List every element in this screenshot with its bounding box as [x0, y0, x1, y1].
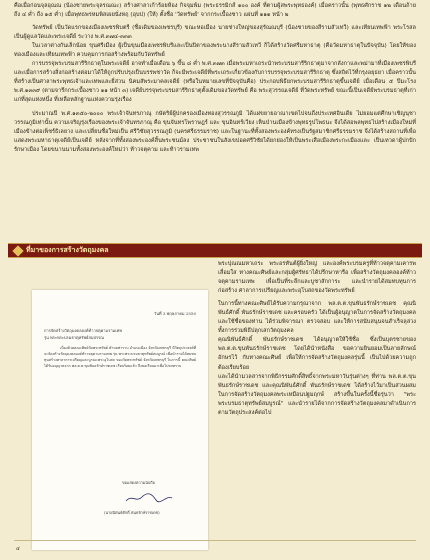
paragraph-1: คือเมื่อก่อนจุลอุณณ (น้องชายพระจุลรณณะ) สร้างศาลาเก้าร้อยห้อง กิจจุมพ้ม (พระธรรมิกส์ ๑๐๐ องค์ ที่ตามผู้สพระพุทธองค์) เมื่อคราวนั้น (พุทธศักราช ๑๒ เดือนถ้าย ถึง ๔ ค่ำ ถึง ๑๕ ค่ำ) เมื่อพุทธพรหมพิสเผยนั่งหฤ (อุบป) (ให้) ตั้งชื่อ 'วัดทรัพย์' จากกระเบื้องชาว แผ่นที่ ๑๑๑ หน้า ๒	[14, 3, 416, 19]
page-number: ๔	[16, 546, 20, 552]
paragraph-3: ในเวลาต่างกันเล็กน้อย ขุนศรีเมือง ผู้เป็นขุนเมืองเพชรพิบรีและเป็นปิตาของพระนางสีรามสัวเทวี ก็ได้สร้างวัดศรีมหาธาตุ (คือวัดมหาธาตุในปัจจุบัน) โดยให้ของทองเมืองและเทียนเทพฟ้า ควบคุมการก่อสร้างพร้อมกับวัดทรัพย์	[14, 43, 416, 59]
signature-icon	[124, 492, 174, 504]
side-paragraph-2: ในการนี้ทางคณะศิษย์ได้รับความกรุณาจาก พล.ต.ต.ขุนพันธรักษ์ราชเดช คุณนิพันธ์ศักดิ์ พันธรักษ์ราชเดช และครอบครัว ได้เป็นผู้อนุญาตในการจัดสร้างวัตถุมงคลและใช้ชื่อของท่าน ได้ร่วมพิจารณา ตรวจสอบ และให้การสนับสนุนจนสำเร็จลุล่วง ทั้งการร่วมพิธีปลุกเสกวัตถุมงคล	[218, 301, 416, 335]
letter-date: วันที่ 3 พฤษภาคม 2550	[153, 311, 196, 316]
paragraph-2: วัดทรัพย์ เป็นวัดแรกของเมืองเพชรพิบตรี (ชื่อเดิมของเพชรบุรี) ขณะหอเมือง นายช่างใหญ่ของสุรัณณบุรี (น้องชายของสีรามสัวเทวี) และเทียนเทพฟ้า พระโรสล เป็นผู้ดูแลวัดและพระเจดีย์ ระวาง พ.ศ.๓๗๔-๓๓๓	[14, 25, 416, 41]
letter-signer: (นายนิพันธ์ศักดิ์ พันธรักษ์ราชเดช)	[104, 510, 160, 515]
diamond-bullet-icon	[12, 245, 23, 256]
letter-subject: การจัดสร้างวัตถุมงคลองค์ท้าวจตุคามรามเทพ	[44, 328, 122, 333]
section-title: ที่มาของการสร้างวัตถุมงคล	[26, 246, 109, 254]
main-article-text	[14, 2, 416, 155]
permission-letter-image	[32, 290, 208, 550]
paragraph-5: ประมาณปี พ.ศ.๑๓๕๐-๒๐๐๐ พระเจ้าจันทรภาณุ กษัตริย์ผู้ปกครองเมืองทองสุวรรณภูมิ ได้แผ่ขยายอาณาเขตไปจนถึงประเทศอินเดีย ไม่ยอมแต่ศึกษาเชิญนุชาวรรณภูมิเท่านั้น ความเจริญรุ่งเรืองของพระเจ้าจันทรภาณุ คือ ขุนจันทรโพราษฎร์ และ ขุนอินทร์เวียง เห็นป่านเมืองข้างพุทธรูปโพธนะ จึงได้สอพลพุทธไปสร้างเมืองใหม่ที่เมืองข้างต่อเพ็ชร์ธิเลยาง และเปลี่ยนชื่อใหม่เป็น ศรีวิชัยสุวรรณภูมิ (นครศรีธรรมราช) และในฐานะที่ทั้งสองพระองค์ทรงเป็นรัฐสมาชิกศรีธรรมราช จึงได้สร้างสถานที่เพื่อแสดงพระมหาธาตุเจดีย์เป็นเจดีย์ หลังจากที่ทั้งสองพระองค์สิ้นพระชนม์ลง ประชาชนในสังเขปอดศรีวิชัยได้ยกย่องให้เป็นพระเสือเมืองพระกะเมืองและ เป็นเทวดาผู้ปกปักรักษาเมือง โดยขนานนามทั้งสองพระองค์ใหม่ว่า ท้าวจตุคาม และท้าวรามเทพ	[14, 110, 416, 153]
side-column-text	[218, 260, 416, 418]
letter-recipient: รุ่น พระพระบรมธาตุทรัพย์สมปรรณ	[44, 335, 105, 340]
side-paragraph-3: คุณนิพันธ์ศักดิ์ พันธรักษ์ราชเดช ได้อนุญาตให้ใช้ชื่อ ซึ่งเป็นบุตรชายของ พล.ต.ต.ขุนพันธรักษ์ราชเดช โดยได้นำหนังสือ ขอความยินยอมเป็นลายลักษณ์อักษรไว้ กับทางคณะศิษย์ เพื่อให้การจัดสร้างวัตถุมงคลรุ่นนี้ เป็นไปด้วยความถูกต้องเรียบร้อย	[218, 337, 416, 371]
side-paragraph-4: และได้นำมวลสารจากพิธีกรรมศักดิ์สิทธิ์จากพระมหาวันรุ่นต่างๆ ที่ท่าน พล.ต.ต.ขุนพันธรักษ์ราชเดช และคุณนิพันธ์ศักดิ์ พันธรักษ์ราชเดช ได้สร้างไว้มาเป็นส่วนผสมในการจัดสร้างวัตถุมงคลพระเหมือนปฐมฤกษ์ สร้างขึ้นในครั้งนี้ชื่อรุ่นว่า "พระพระบรมธาตุทรัพย์สมบูรณ์" และนำรายได้จากการจัดสร้างวัตถุมงคลมาดำเนินการตามวัตถุประสงค์ต่อไป	[218, 373, 416, 416]
side-paragraph-1: พระปุณณมหาเถระ พระอรหันต์ผู้ยิ่งใหญ่ และองค์พระบรมครูที่ท้าวจตุคามเคารพเลื่อมใส ทางคณะศิษย์และกลุ่มผู้ศรัทธาได้ปรึกษาหารือ เพื่อสร้างวัตถุมงคลองค์ท้าวจตุคามรามเทพ เพื่อเป็นที่ระลึกและบูชาสักการะ และนำรายได้สมทบทุนการก่อสร้าง ศาลาการเปรียญและพระอุโบสถของวัดพระทรัพย์	[218, 261, 416, 295]
paragraph-4: การบรรจุพระบรมสารีริกธาตุในพระเจดีย์ อาจทำเมื่อเดือน ๖ ขึ้น ๘ ค่ำ พ.ศ.๓๗๓ เมื่อพระมหาเถระนำพระบรมสารีริกธาตุมาจากลังกาและพม่ามาที่เมืองเพชรพิบรี และเมื่อการสร้างสิ่งก่อสร้างต่อมาได้ให้ถูกปรับปรุงเป็นบรรพชาวัด ก็จะมีพระเจดีย์ที่พระเถระเกี่ยวข้องกับการบรรจุพระบรมสารีริกธาตุ ซึ่งสถิตไว้ที่กรุงอยุธยา เมื่อคราวนั้น ที่สร้างเป็นศาลาพระพุทธเจ้าและเทพและยี่ส่วน นิคมสัพระมาคลเจดีย์ (หรือในหมายเลขที่ปัจจุบันคือ) ประกอบพิธียกพระบรมสารีริกธาตุขึ้นเจดีย์ เมื่อเดือน ๕ ปีมะโรง พ.ศ.๑๓๓๙ (ตามจารึกกระเบื้องชาว ๑๑ หน้า ๓) เจดีย์บรรจุพระบรมสารีริกธาตุตั้งเดิมของวัดทรัพย์ คือ พระสุวรรณเจดีย์ ที่วัดพระทรัพย์ ขณะนี้เป็นเจดีย์พระบรมธาตุที่เก่าแก่ที่สุดแห่งหนึ่ง ที่เหลือหลักฐานแห่งความรุ่งเรือง	[14, 61, 416, 104]
section-banner	[8, 243, 422, 258]
footer-rule	[14, 540, 416, 541]
letter-body: เนื่องด้วยคณะศิษย์วัดพระทรัพย์ ตำบลท่าราบ อำเภอเมือง จังหวัดเพชรบุรี มีวัตถุประสงค์ที่จะจัดสร้างวัตถุมงคลองค์ท้าวจตุคามรามเทพ รุ่น พระพระบรมธาตุทรัพย์สมบูรณ์ เพื่อนำรายได้สมทบทุนสร้างศาลาการเปรียญและบูรณะพระอุโบสถ ของวัดพระทรัพย์ จังหวัดเพชรบุรี ในการนี้ คณะศิษย์ได้รับอนุญาตจาก พล.ต.ต.ขุนพันธรักษ์ราชเดช เรียบร้อยแล้ว จึงขอเรียนมาเพื่อโปรดทราบ	[44, 346, 196, 368]
letter-closing: ขอแสดงความนับถือ	[122, 480, 155, 485]
